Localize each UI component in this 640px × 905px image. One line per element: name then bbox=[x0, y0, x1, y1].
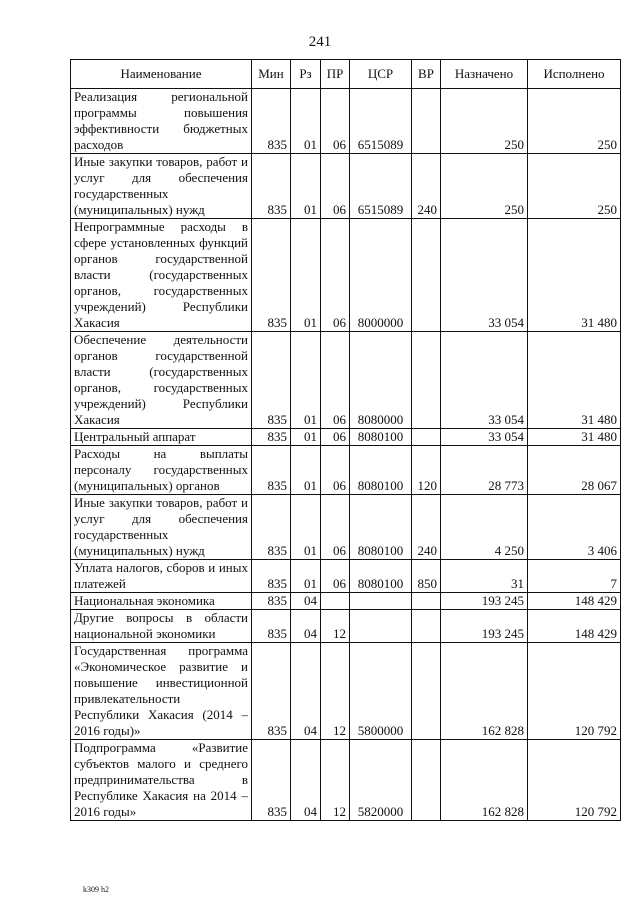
row-executed: 7 bbox=[528, 560, 621, 593]
header-assigned: Назначено bbox=[441, 60, 528, 89]
row-csr: 8080100 bbox=[350, 495, 412, 560]
row-assigned: 250 bbox=[441, 89, 528, 154]
row-rz: 04 bbox=[291, 740, 321, 821]
row-executed: 31 480 bbox=[528, 332, 621, 429]
row-name: Национальная экономика bbox=[71, 593, 252, 610]
row-assigned: 33 054 bbox=[441, 332, 528, 429]
row-executed: 148 429 bbox=[528, 610, 621, 643]
row-executed: 250 bbox=[528, 89, 621, 154]
row-pr: 06 bbox=[321, 429, 350, 446]
row-assigned: 162 828 bbox=[441, 740, 528, 821]
row-assigned: 31 bbox=[441, 560, 528, 593]
row-rz: 01 bbox=[291, 429, 321, 446]
table-row bbox=[71, 332, 621, 429]
table-header-row bbox=[71, 60, 621, 89]
row-assigned: 162 828 bbox=[441, 643, 528, 740]
row-min: 835 bbox=[252, 643, 291, 740]
row-vr bbox=[412, 593, 441, 610]
row-csr: 8080100 bbox=[350, 560, 412, 593]
row-name: Уплата налогов, сборов и иных платежей bbox=[71, 560, 252, 593]
row-name: Иные закупки товаров, работ и услуг для обеспечения государственных (муниципальных) нужд bbox=[71, 154, 252, 219]
row-csr: 6515089 bbox=[350, 89, 412, 154]
row-rz: 01 bbox=[291, 154, 321, 219]
row-assigned: 193 245 bbox=[441, 610, 528, 643]
row-min: 835 bbox=[252, 219, 291, 332]
row-vr bbox=[412, 643, 441, 740]
row-rz: 01 bbox=[291, 89, 321, 154]
row-vr bbox=[412, 219, 441, 332]
row-executed: 28 067 bbox=[528, 446, 621, 495]
row-assigned: 28 773 bbox=[441, 446, 528, 495]
row-pr: 12 bbox=[321, 643, 350, 740]
row-pr: 12 bbox=[321, 610, 350, 643]
row-executed: 148 429 bbox=[528, 593, 621, 610]
header-rz: Рз bbox=[291, 60, 321, 89]
row-name: Непрограммные расходы в сфере установленных функций органов государственной власти (государственных органов, государственных учреждений) Республики Хакасия bbox=[71, 219, 252, 332]
row-vr: 240 bbox=[412, 154, 441, 219]
table-row bbox=[71, 495, 621, 560]
row-assigned: 250 bbox=[441, 154, 528, 219]
row-min: 835 bbox=[252, 560, 291, 593]
header-csr: ЦСР bbox=[350, 60, 412, 89]
row-name: Обеспечение деятельности органов государственной власти (государственных органов, государственных учреждений) Республики Хакасия bbox=[71, 332, 252, 429]
page-number: 241 bbox=[308, 34, 332, 50]
row-executed: 31 480 bbox=[528, 429, 621, 446]
row-csr: 5800000 bbox=[350, 643, 412, 740]
table-row bbox=[71, 429, 621, 446]
row-vr bbox=[412, 610, 441, 643]
row-csr bbox=[350, 610, 412, 643]
header-name: Наименование bbox=[71, 60, 252, 89]
row-rz: 01 bbox=[291, 446, 321, 495]
row-vr bbox=[412, 89, 441, 154]
header-executed: Исполнено bbox=[528, 60, 621, 89]
row-min: 835 bbox=[252, 610, 291, 643]
row-rz: 04 bbox=[291, 610, 321, 643]
row-name: Другие вопросы в области национальной экономики bbox=[71, 610, 252, 643]
row-min: 835 bbox=[252, 89, 291, 154]
row-pr bbox=[321, 593, 350, 610]
row-csr: 8080100 bbox=[350, 429, 412, 446]
row-pr: 06 bbox=[321, 154, 350, 219]
row-min: 835 bbox=[252, 446, 291, 495]
row-min: 835 bbox=[252, 429, 291, 446]
footer-code: k309 h2 bbox=[83, 885, 109, 894]
row-assigned: 33 054 bbox=[441, 429, 528, 446]
row-vr: 240 bbox=[412, 495, 441, 560]
row-name: Расходы на выплаты персоналу государственных (муниципальных) органов bbox=[71, 446, 252, 495]
table-row bbox=[71, 643, 621, 740]
row-pr: 06 bbox=[321, 89, 350, 154]
row-pr: 06 bbox=[321, 495, 350, 560]
row-pr: 06 bbox=[321, 446, 350, 495]
row-assigned: 193 245 bbox=[441, 593, 528, 610]
row-rz: 01 bbox=[291, 332, 321, 429]
row-assigned: 4 250 bbox=[441, 495, 528, 560]
table-row bbox=[71, 560, 621, 593]
table-row bbox=[71, 89, 621, 154]
table-row bbox=[71, 740, 621, 821]
budget-table bbox=[70, 59, 621, 821]
row-rz: 01 bbox=[291, 560, 321, 593]
row-name: Подпрограмма «Развитие субъектов малого и среднего предпринимательства в Республике Хакасия на 2014 – 2016 годы» bbox=[71, 740, 252, 821]
row-vr bbox=[412, 332, 441, 429]
row-vr bbox=[412, 740, 441, 821]
row-csr: 8000000 bbox=[350, 219, 412, 332]
row-assigned: 33 054 bbox=[441, 219, 528, 332]
row-csr: 8080000 bbox=[350, 332, 412, 429]
row-pr: 06 bbox=[321, 219, 350, 332]
row-vr: 850 bbox=[412, 560, 441, 593]
row-min: 835 bbox=[252, 154, 291, 219]
header-pr: ПР bbox=[321, 60, 350, 89]
row-min: 835 bbox=[252, 593, 291, 610]
row-executed: 3 406 bbox=[528, 495, 621, 560]
row-name: Иные закупки товаров, работ и услуг для обеспечения государственных (муниципальных) нужд bbox=[71, 495, 252, 560]
row-rz: 01 bbox=[291, 495, 321, 560]
row-min: 835 bbox=[252, 740, 291, 821]
row-rz: 01 bbox=[291, 219, 321, 332]
row-csr: 8080100 bbox=[350, 446, 412, 495]
row-csr bbox=[350, 593, 412, 610]
row-rz: 04 bbox=[291, 643, 321, 740]
row-name: Реализация региональной программы повышения эффективности бюджетных расходов bbox=[71, 89, 252, 154]
table-row bbox=[71, 154, 621, 219]
row-executed: 120 792 bbox=[528, 643, 621, 740]
header-min: Мин bbox=[252, 60, 291, 89]
row-csr: 6515089 bbox=[350, 154, 412, 219]
row-vr: 120 bbox=[412, 446, 441, 495]
table-row bbox=[71, 593, 621, 610]
row-name: Государственная программа «Экономическое развитие и повышение инвестиционной привлекательности Республики Хакасия (2014 – 2016 годы)» bbox=[71, 643, 252, 740]
row-executed: 31 480 bbox=[528, 219, 621, 332]
row-name: Центральный аппарат bbox=[71, 429, 252, 446]
row-pr: 12 bbox=[321, 740, 350, 821]
table-row bbox=[71, 219, 621, 332]
row-pr: 06 bbox=[321, 560, 350, 593]
table-row bbox=[71, 446, 621, 495]
row-executed: 250 bbox=[528, 154, 621, 219]
row-vr bbox=[412, 429, 441, 446]
row-pr: 06 bbox=[321, 332, 350, 429]
header-vr: ВР bbox=[412, 60, 441, 89]
row-min: 835 bbox=[252, 495, 291, 560]
row-rz: 04 bbox=[291, 593, 321, 610]
row-executed: 120 792 bbox=[528, 740, 621, 821]
table-row bbox=[71, 610, 621, 643]
row-min: 835 bbox=[252, 332, 291, 429]
row-csr: 5820000 bbox=[350, 740, 412, 821]
